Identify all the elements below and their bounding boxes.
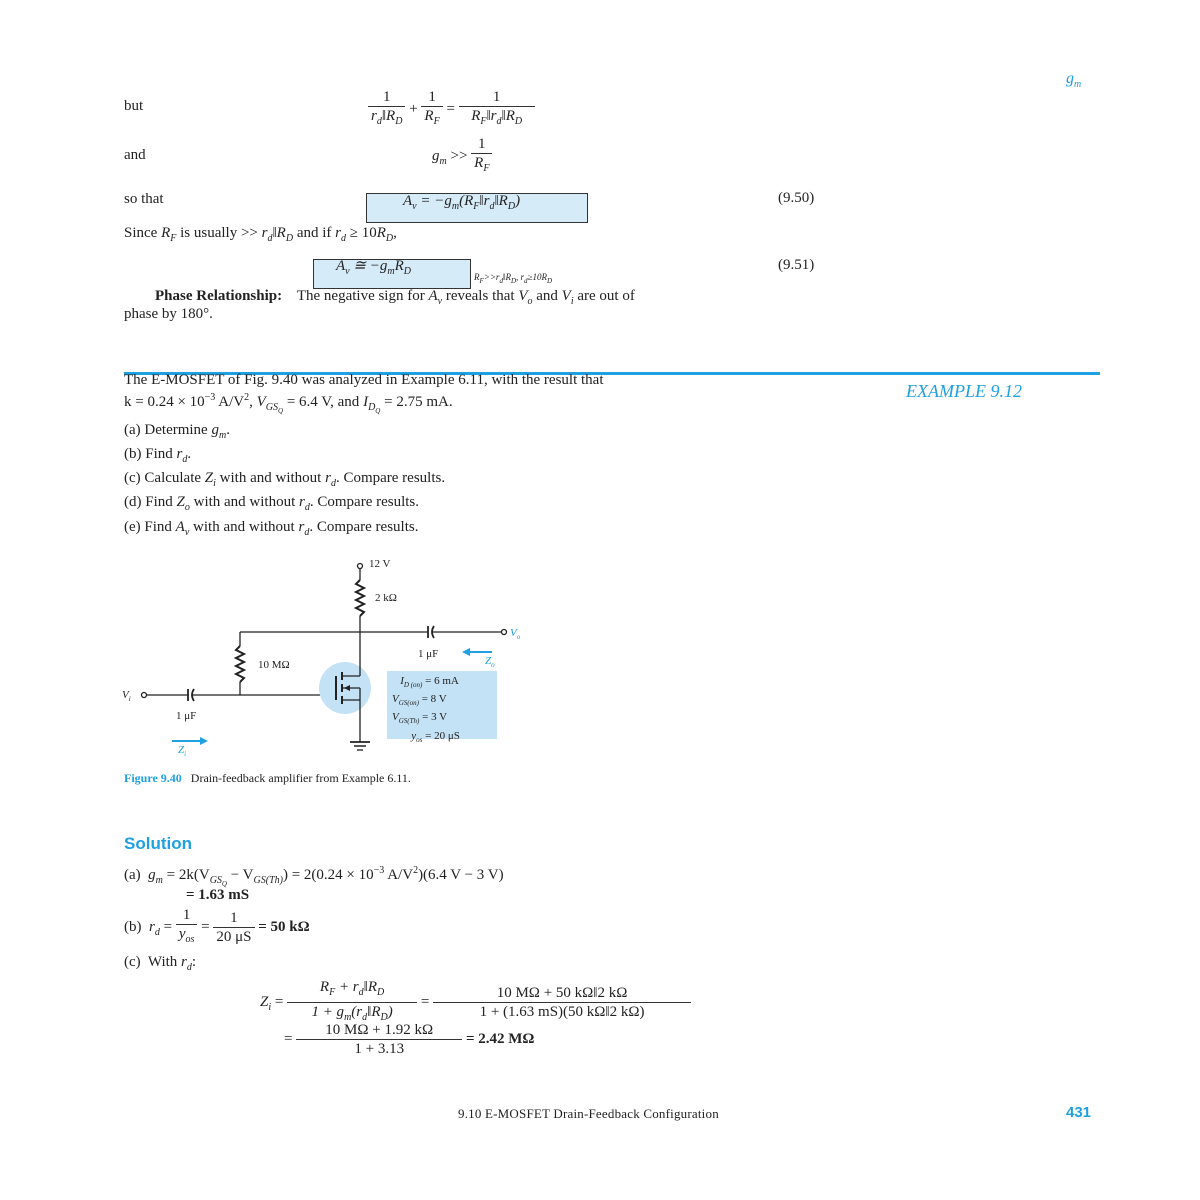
problem-item-c: (c) Calculate $Z_i$ with and without $r_d$. Compare results. <box>124 470 446 490</box>
solution-c-label: (c) With $r_d$: <box>124 954 197 973</box>
phase-relationship-paragraph: Phase Relationship: The negative sign for $A_v$ reveals that $V_o$ and $V_i$ are out of <box>155 288 635 307</box>
output-capacitor-label: 1 μF <box>418 648 439 660</box>
margin-note: $g_m$ <box>1066 70 1082 91</box>
problem-item-a: (a) Determine $g_m$. <box>124 421 230 441</box>
since-line: Since $R_F$ is usually >> $r_d‖R_D$ and if $r_d \ge 10R_D$, <box>124 225 397 244</box>
supply-voltage-label: 12 V <box>369 558 391 570</box>
problem-intro-line-1: The E-MOSFET of Fig. 9.40 was analyzed in Example 6.11, with the result that <box>124 372 604 388</box>
solution-zi-line-1: $Z_i$ = $\frac{R_F + r_d‖R_D}{1 + g_m(r_d‖R_D)}$ = $\frac{10 M\Omega + 50 k\Omega‖2 k\Omega}{1 + (1.63 mS)(50 k\Omega‖2 k\Omega)}$ <box>260 978 691 1027</box>
solution-b: (b) $r_d$ = $\frac{1}{y_{os}}$ = $\frac{1}{20 \mu S}$ = 50 kΩ <box>124 907 310 945</box>
param-yos: $y_{os} = 20$ μS <box>392 729 460 744</box>
solution-heading: Solution <box>124 834 192 853</box>
transistor-parameters <box>392 674 460 747</box>
problem-item-e: (e) Find $A_v$ with and without $r_d$. Compare results. <box>124 518 419 538</box>
input-capacitor-label: 1 μF <box>176 710 197 722</box>
equation-and: $g_m$ >> $\frac{1}{R_F}$ <box>432 135 492 178</box>
solution-zi-line-2: = $\frac{10 M\Omega + 1.92 k\Omega}{1 + 3.13}$ = 2.42 MΩ <box>284 1022 535 1057</box>
page-number: 431 <box>1066 1104 1092 1121</box>
problem-item-d: (d) Find $Z_o$ with and without $r_d$. Compare results. <box>124 494 420 514</box>
but-label: but <box>124 98 144 114</box>
equation-but: $\frac{1}{r_d‖R_D}$ + $\frac{1}{R_F}$ = $\frac{1}{R_F‖r_d‖R_D}$ <box>368 88 535 131</box>
example-label: EXAMPLE 9.12 <box>906 381 1022 401</box>
vi-label: $V_i$ <box>122 689 131 704</box>
problem-item-b: (b) Find $r_d$. <box>124 445 192 465</box>
equation-9-51-condition: $R_F>>r_d‖R_D$, $r_d\ge 10R_D$ <box>474 272 553 285</box>
solution-a-result: = 1.63 mS <box>186 887 250 903</box>
equation-9-50-box: $A_v$ = $-g_m(R_F‖r_d‖R_D)$ <box>366 193 588 223</box>
param-vgs-th: $V_{GS(Th)} = 3$ V <box>392 711 448 726</box>
so-that-label: so that <box>124 191 164 207</box>
equation-number-9-51: (9.51) <box>778 257 815 273</box>
problem-intro-line-2: $k = 0.24 \times 10^{-3}$ $A/V^2$, $V_{GS_Q} = 6.4$ V, and $I_{D_Q} = 2.75$ mA. <box>124 392 453 416</box>
running-footer-section: 9.10 E-MOSFET Drain-Feedback Configuration <box>458 1106 719 1121</box>
equation-9-51-box: $A_v$ ≅ $-g_mR_D$ <box>313 259 471 289</box>
circuit-diagram <box>110 550 530 775</box>
param-id-on: $I_{D (on)} = 6$ mA <box>392 675 459 690</box>
feedback-resistor-label: 10 MΩ <box>258 659 290 671</box>
figure-caption: Figure 9.40 Drain-feedback amplifier from Example 6.11. <box>124 771 411 785</box>
solution-a-line-1: (a) $g_m = 2k(V_{GS_Q} - V_{GS(Th)}) = 2(0.24 \times 10^{-3}$ $A/V^2)(6.4$ V − 3 V) <box>124 865 504 888</box>
drain-resistor-label: 2 kΩ <box>375 592 397 604</box>
zo-label: $Z_o$ <box>485 655 495 670</box>
equation-number-9-50: (9.50) <box>778 190 815 206</box>
phase-relationship-continued: phase by 180°. <box>124 306 213 322</box>
and-label: and <box>124 147 146 163</box>
zi-label: $Z_i$ <box>178 744 187 759</box>
example-problem <box>124 371 829 542</box>
vo-label: $V_o$ <box>510 627 521 642</box>
param-vgs-on: $V_{GS(on)} = 8$ V <box>392 693 447 708</box>
